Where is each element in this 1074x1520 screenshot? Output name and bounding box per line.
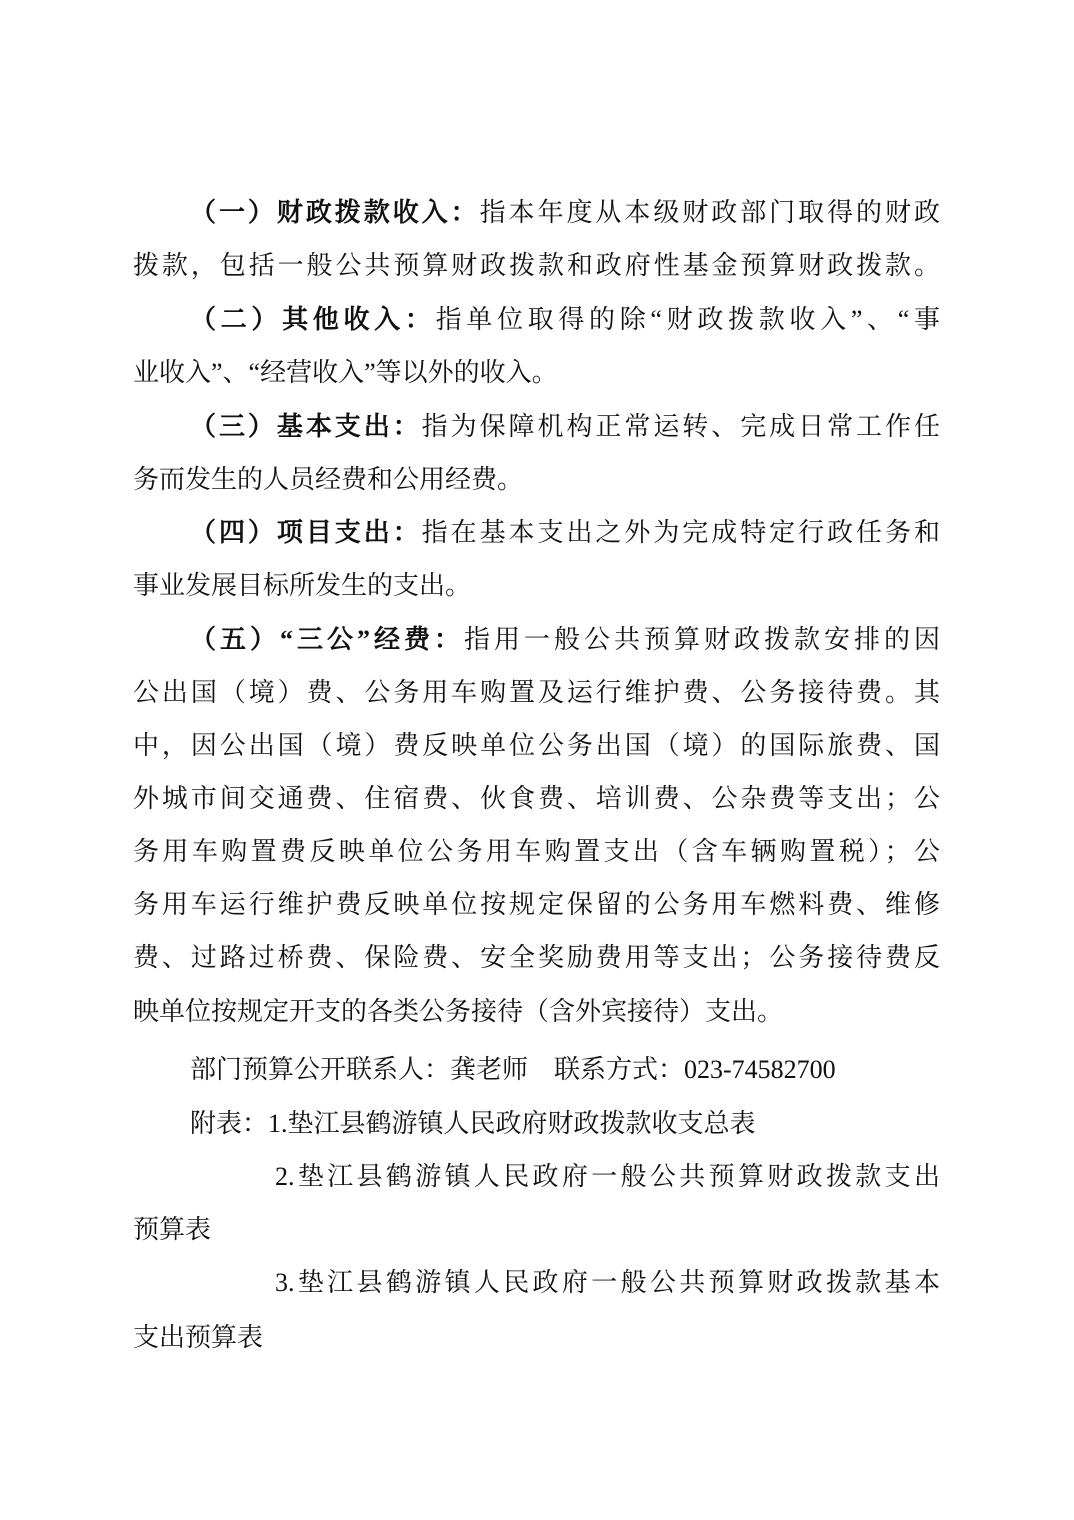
paragraph-5-line-7: 费、过路过桥费、保险费、安全奖励费用等支出；公务接待费反	[133, 943, 940, 972]
paragraph-4-line-1: （四）项目支出：指在基本支出之外为完成特定行政任务和	[190, 518, 940, 547]
term-label: （三）基本支出：	[190, 412, 422, 441]
attachment-3-line-1: 3.垫江县鹤游镇人民政府一般公共预算财政拨款基本	[275, 1268, 940, 1297]
attachment-3-line-2: 支出预算表	[133, 1323, 264, 1352]
attachment-2-line-1: 2.垫江县鹤游镇人民政府一般公共预算财政拨款支出	[275, 1162, 940, 1191]
paragraph-2-line-1: （二）其他收入：指单位取得的除“财政拨款收入”、“事	[190, 305, 940, 334]
paragraph-5-line-5: 务用车购置费反映单位公务用车购置支出（含车辆购置税）；公	[133, 837, 940, 866]
paragraph-3-line-1: （三）基本支出：指为保障机构正常运转、完成日常工作任	[190, 412, 940, 441]
attachment-2-line-2: 预算表	[133, 1215, 212, 1244]
paragraph-4-line-2: 事业发展目标所发生的支出。	[133, 571, 472, 600]
paragraph-2-line-2: 业收入”、“经营收入”等以外的收入。	[133, 358, 558, 387]
paragraph-5-line-8: 映单位按规定开支的各类公务接待（含外宾接待）支出。	[133, 997, 784, 1026]
paragraph-5-line-1: （五）“三公”经费：指用一般公共预算财政拨款安排的因	[190, 625, 940, 654]
term-label: （五）“三公”经费：	[190, 625, 464, 654]
term-label: （二）其他收入：	[190, 305, 436, 334]
contact-info: 部门预算公开联系人：龚老师 联系方式：023-74582700	[190, 1055, 836, 1084]
term-label: （一）财政拨款收入：	[190, 198, 480, 227]
paragraph-5-line-2: 公出国（境）费、公务用车购置及运行维护费、公务接待费。其	[133, 678, 940, 707]
paragraph-5-line-6: 务用车运行维护费反映单位按规定保留的公务用车燃料费、维修	[133, 890, 940, 919]
attachment-1: 附表：1.垫江县鹤游镇人民政府财政拨款收支总表	[190, 1109, 756, 1138]
paragraph-3-line-2: 务而发生的人员经费和公用经费。	[133, 465, 524, 494]
term-label: （四）项目支出：	[190, 518, 422, 547]
paragraph-1-line-2: 拨款，包括一般公共预算财政拨款和政府性基金预算财政拨款。	[133, 251, 940, 280]
paragraph-5-line-3: 中，因公出国（境）费反映单位公务出国（境）的国际旅费、国	[133, 731, 940, 760]
paragraph-5-line-4: 外城市间交通费、住宿费、伙食费、培训费、公杂费等支出；公	[133, 784, 940, 813]
paragraph-1-line-1: （一）财政拨款收入：指本年度从本级财政部门取得的财政	[190, 198, 940, 227]
